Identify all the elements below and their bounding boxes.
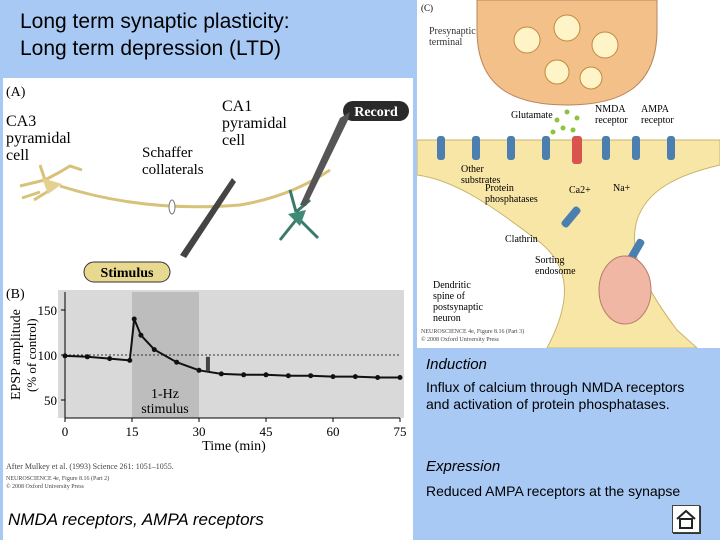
title-line-2: Long term depression (LTD) (20, 37, 282, 60)
data-trace (65, 319, 400, 378)
sorting-label-1: Sorting (535, 255, 565, 266)
schaffer-label-1: Schaffer (142, 145, 193, 161)
title-line-1: Long term synaptic plasticity: (20, 10, 290, 33)
dendritic-label-3: postsynaptic (433, 302, 483, 313)
synapse-diagram (417, 0, 720, 348)
glutamate-dots (551, 110, 580, 135)
panel-a-label: (A) (6, 85, 26, 100)
stimulus-electrode-icon (180, 178, 236, 258)
ca3-label-2: pyramidal (6, 130, 71, 147)
credit-line-2: NEUROSCIENCE 4e, Figure 8.16 (Part 2) (6, 476, 110, 482)
induction-block (426, 356, 711, 413)
x-tick-label: 75 (393, 424, 407, 439)
nmda-label-2: receptor (595, 115, 628, 126)
record-label: Record (354, 105, 398, 120)
chart-xlabel: Time (min) (202, 439, 266, 454)
record-electrode-icon (300, 112, 350, 206)
home-button[interactable] (672, 505, 700, 533)
nmda-label-1: NMDA (595, 104, 626, 115)
dendritic-label-1: Dendritic (433, 280, 471, 291)
ampa-receptor-icon (472, 136, 480, 160)
ampa-receptor-icon (437, 136, 445, 160)
y-tick-label: 100 (37, 348, 57, 363)
vesicle-icon (514, 27, 540, 53)
receptors-note: NMDA receptors, AMPA receptors (8, 510, 264, 529)
credit-line-3: © 2008 Oxford University Press (6, 484, 84, 490)
expression-text: Reduced AMPA receptors at the synapse (426, 483, 681, 499)
presynaptic-label-2: terminal (429, 37, 463, 48)
vesicle-icon (580, 67, 602, 89)
ampa-receptor-icon (542, 136, 550, 160)
expression-block (426, 458, 711, 500)
ampa-receptor-icon (667, 136, 675, 160)
induction-text: Influx of calcium through NMDA receptors and activation of protein phosphatases. (426, 379, 685, 412)
ca-label: Ca2+ (569, 185, 591, 196)
stim-annotation-1: 1-Hz (151, 387, 179, 402)
presynaptic-label-1: Presynaptic (429, 26, 476, 37)
ampa-receptor-icon (507, 136, 515, 160)
panel-b-label: (B) (6, 287, 25, 302)
induction-heading: Induction (426, 356, 487, 373)
dendritic-label-4: neuron (433, 313, 461, 324)
ampa-label-2: receptor (641, 115, 674, 126)
stimulus-site-icon (169, 200, 175, 214)
schaffer-label-2: collaterals (142, 162, 204, 178)
ampa-label-1: AMPA (641, 104, 669, 115)
glutamate-label: Glutamate (511, 110, 553, 121)
sorting-label-2: endosome (535, 266, 576, 277)
phosphatases-1: Protein (485, 183, 514, 194)
sorting-endosome-icon (599, 256, 651, 324)
ca3-label-1: CA3 (6, 113, 37, 130)
ampa-receptor-icon (632, 136, 640, 160)
vesicle-icon (554, 15, 580, 41)
stim-annotation-2: stimulus (141, 402, 189, 417)
chart-ylabel: EPSP amplitude (9, 309, 24, 400)
chart-plot (38, 292, 407, 439)
chart-ylabel-sub: (% of control) (24, 318, 39, 392)
ampa-receptor-icon (602, 136, 610, 160)
na-label: Na+ (613, 183, 631, 194)
ca1-label-3: cell (222, 132, 246, 149)
right-credit-1: NEUROSCIENCE 4e, Figure 8.16 (Part 3) (421, 329, 525, 335)
vesicle-icon (545, 60, 569, 84)
y-tick-label: 50 (44, 393, 57, 408)
right-credit-2: © 2008 Oxford University Press (421, 337, 499, 343)
home-icon (673, 506, 699, 532)
ca1-label-1: CA1 (222, 98, 253, 115)
dendritic-label-2: spine of (433, 291, 465, 302)
expression-heading: Expression (426, 458, 501, 475)
x-tick-label: 0 (61, 424, 69, 439)
nmda-receptor-icon (572, 136, 582, 164)
other-substrates-2: substrates (461, 175, 501, 186)
other-substrates-1: Other (461, 164, 484, 175)
x-tick-label: 15 (125, 424, 139, 439)
x-tick-label: 45 (259, 424, 273, 439)
x-tick-label: 60 (326, 424, 340, 439)
x-tick-label: 30 (192, 424, 206, 439)
ca3-label-3: cell (6, 147, 30, 164)
ca1-label-2: pyramidal (222, 115, 287, 132)
panel-c-label: (C) (421, 3, 433, 13)
y-tick-label: 150 (37, 303, 57, 318)
clathrin-label: Clathrin (505, 234, 538, 245)
vesicle-icon (592, 32, 618, 58)
stimulus-label: Stimulus (100, 266, 154, 281)
credit-line-1: After Mulkey et al. (1993) Science 261: 1051–1055. (6, 462, 174, 471)
phosphatases-2: phosphatases (485, 194, 538, 205)
